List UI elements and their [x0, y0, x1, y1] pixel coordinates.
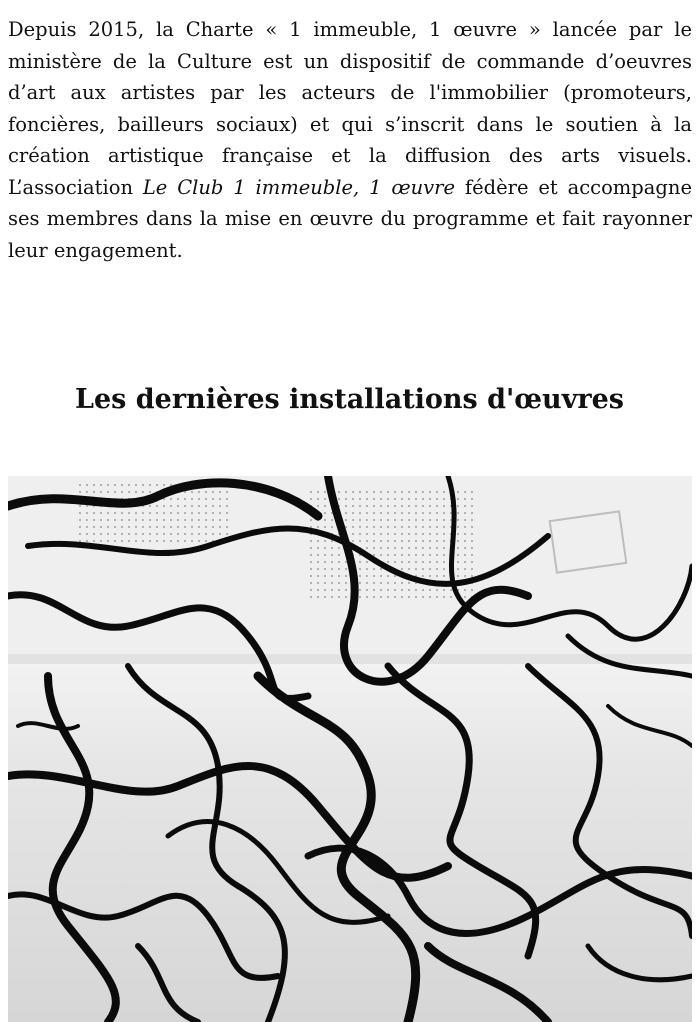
acoustic-panel	[78, 484, 228, 544]
intro-text-part1: Depuis 2015, la Charte « 1 immeuble, 1 œuvre » lancée par le ministère de la Culture est un dispositif de commande d’oeuvres d’art aux artistes par les acteurs de l'immobilier (promoteurs, foncières, bailleurs sociaux) et qui s’inscrit dans le soutien à la création artistique française et la diffusion des arts visuels. L’association	[8, 18, 692, 199]
artwork-photo-icon	[8, 476, 692, 1022]
club-name: Le Club 1 immeuble, 1 œuvre	[142, 175, 456, 199]
intro-paragraph	[8, 14, 692, 266]
section-title: Les dernières installations d'œuvres	[75, 384, 624, 415]
artwork-photo[interactable]	[8, 476, 692, 1022]
intro-text-part2: fédère et accompagne ses membres dans la mise en œuvre du programme et fait rayonner leur engagement.	[8, 175, 692, 262]
